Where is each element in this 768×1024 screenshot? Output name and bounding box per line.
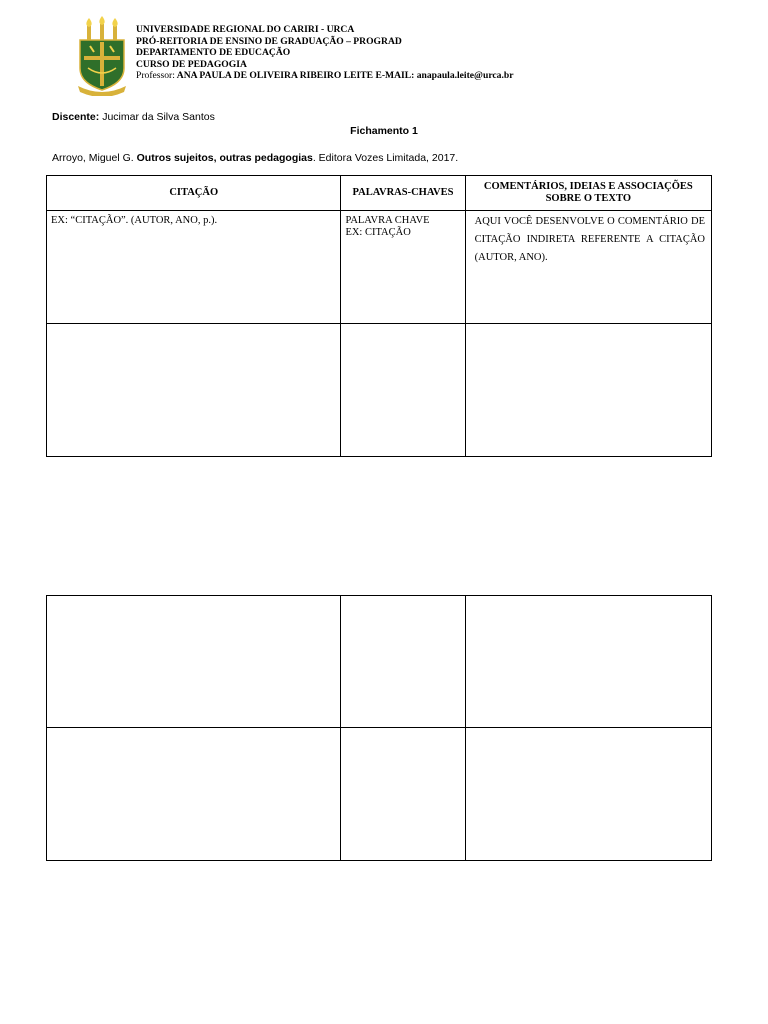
header-palavras-chaves: PALAVRAS-CHAVES (341, 176, 465, 211)
example-palavras-text (341, 211, 464, 239)
professor-value: ANA PAULA DE OLIVEIRA RIBEIRO LEITE E-MAIL: anapaula.leite@urca.br (176, 70, 514, 81)
table-row (47, 596, 712, 728)
fichamento-table-2 (46, 595, 712, 861)
torch-icon (86, 16, 117, 40)
example-palavras-cell[interactable] (341, 211, 465, 324)
student-label: Discente: (52, 111, 100, 123)
reference-author: Arroyo, Miguel G. (52, 152, 134, 164)
example-citacao-cell[interactable] (47, 211, 341, 324)
table-header-row (47, 176, 712, 211)
header-course: CURSO DE PEDAGOGIA (136, 58, 247, 70)
student-line (52, 111, 215, 123)
table-row (47, 324, 712, 457)
institution-header (136, 24, 513, 82)
citacao-cell[interactable] (47, 596, 341, 728)
urca-logo (76, 16, 128, 96)
palavra-exemplo-line: EX: CITAÇÃO (345, 227, 411, 238)
example-comentario-cell[interactable] (465, 211, 711, 324)
palavra-chave-line: PALAVRA CHAVE (345, 215, 430, 226)
header-professor (136, 70, 513, 82)
reference-publisher: . Editora Vozes Limitada, 2017. (312, 152, 459, 164)
reference-title: Outros sujeitos, outras pedagogias (136, 152, 313, 164)
fichamento-table-1 (46, 175, 712, 457)
header-department: DEPARTAMENTO DE EDUCAÇÃO (136, 47, 291, 58)
comentario-cell[interactable] (465, 324, 711, 457)
palavras-cell[interactable] (341, 728, 465, 861)
header-citacao: CITAÇÃO (47, 176, 341, 211)
citacao-cell[interactable] (47, 728, 341, 861)
example-citacao-text: EX: “CITAÇÃO”. (AUTOR, ANO, p.). (51, 215, 218, 226)
comentario-cell[interactable] (465, 596, 711, 728)
table-row (47, 728, 712, 861)
comentario-cell[interactable] (465, 728, 711, 861)
palavras-cell[interactable] (341, 596, 465, 728)
example-comentario-text: AQUI VOCÊ DESENVOLVE O COMENTÁRIO DE CITAÇÃO INDIRETA REFERENTE A CITAÇÃO (AUTOR, ANO). (474, 216, 705, 263)
document-title: Fichamento 1 (350, 125, 418, 137)
student-name: Jucimar da Silva Santos (102, 111, 215, 123)
header-university: UNIVERSIDADE REGIONAL DO CARIRI - URCA (136, 24, 355, 35)
header-prograd: PRÓ-REITORIA DE ENSINO DE GRADUAÇÃO – PROGRAD (136, 35, 402, 47)
palavras-cell[interactable] (341, 324, 465, 457)
professor-label: Professor: (136, 70, 175, 81)
header-comentarios: COMENTÁRIOS, IDEIAS E ASSOCIAÇÕES SOBRE O TEXTO (465, 176, 711, 211)
table-row (47, 211, 712, 324)
bibliographic-reference (52, 152, 458, 164)
citacao-cell[interactable] (47, 324, 341, 457)
